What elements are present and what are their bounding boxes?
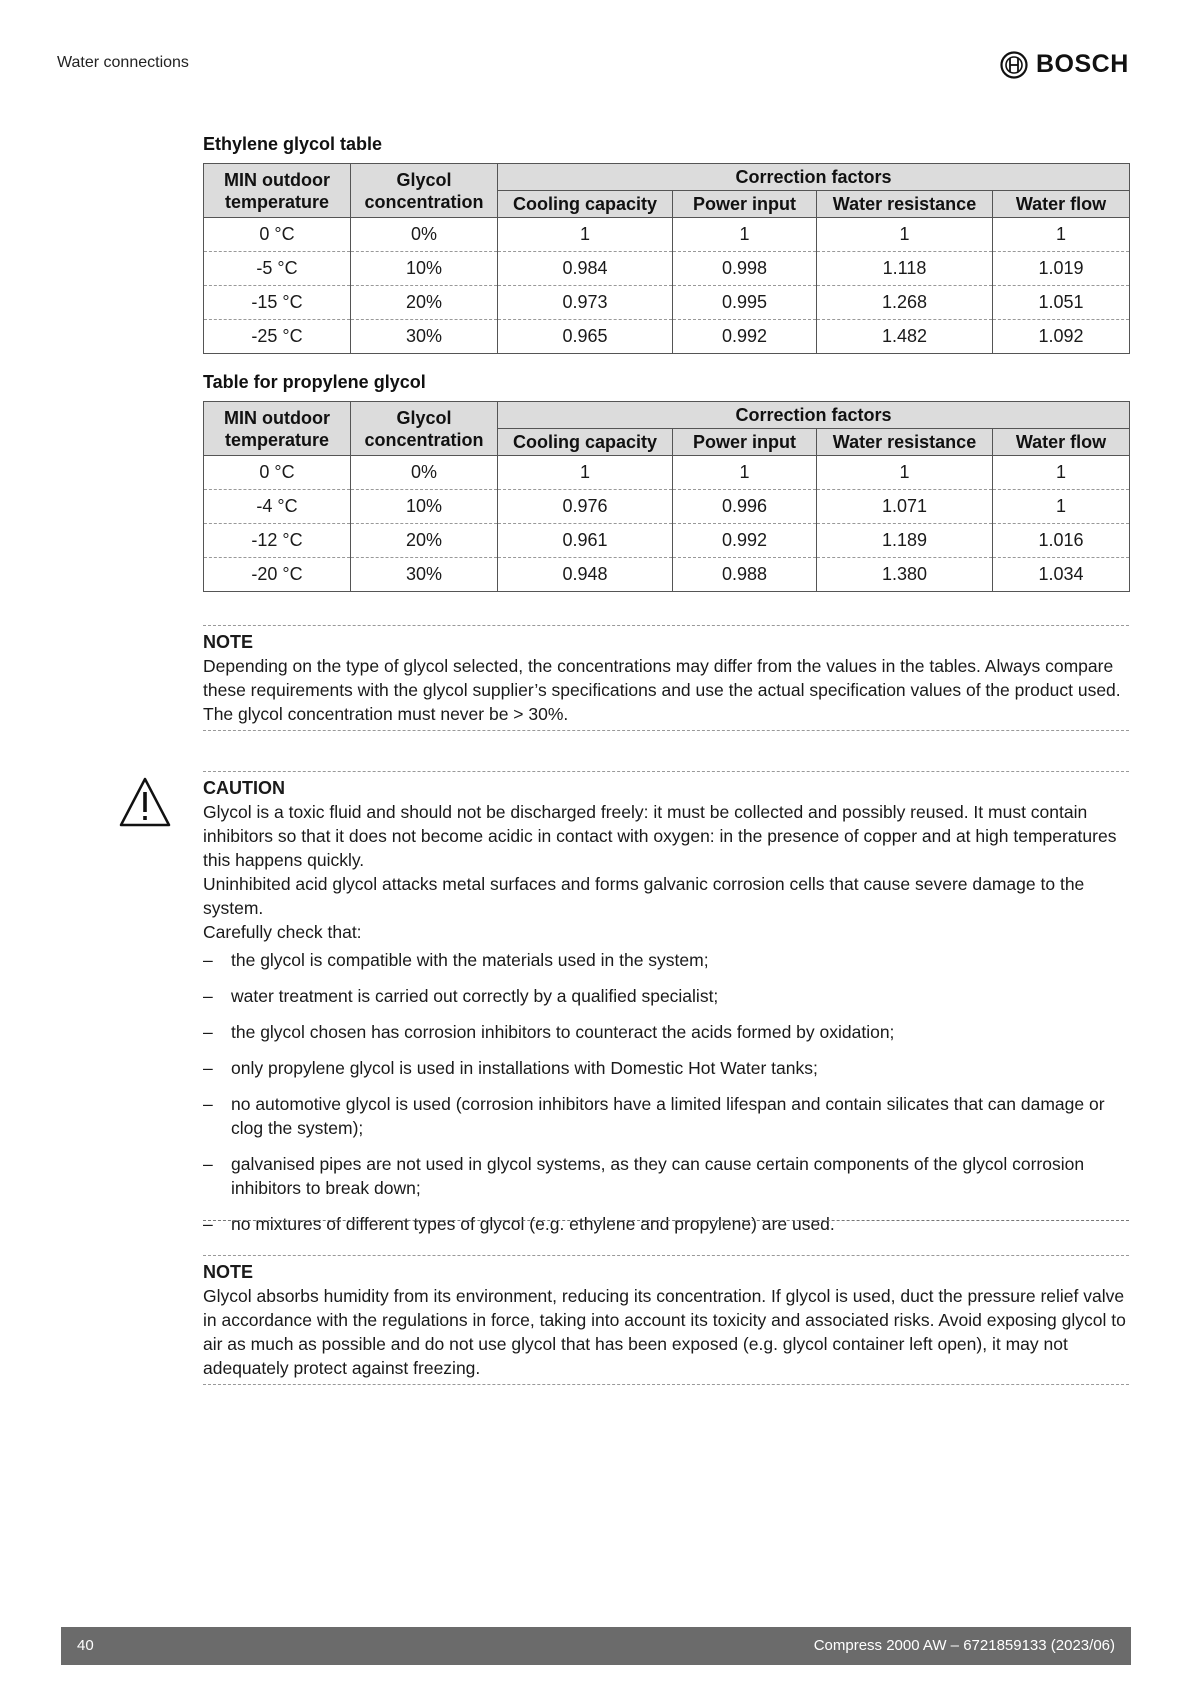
table-cell: 1 [993,490,1130,524]
ethylene-glycol-table [203,163,1130,354]
list-item: – only propylene glycol is used in installations with Domestic Hot Water tanks; [203,1056,1129,1080]
table-cell: 0% [351,218,498,252]
header-min-temp: MIN outdoor temperature [204,164,351,218]
table-row [204,524,1130,558]
caution-box [203,771,1129,1248]
header-glycol: Glycol concentration [351,164,498,218]
propylene-table-title: Table for propylene glycol [203,372,426,392]
table-row [204,252,1130,286]
list-item: – no automotive glycol is used (corrosion inhibitors have a limited lifespan and contain silicates that can damage or clog the system); [203,1092,1129,1140]
table-cell: 0.998 [673,252,817,286]
table-cell: 1 [993,456,1130,490]
table-cell: 0.988 [673,558,817,592]
caution-paragraph: Glycol is a toxic fluid and should not be discharged freely: it must be collected and possibly reused. It must contain inhibitors so that it does not become acidic in contact with oxygen: in the presence of copper and at high temperatures this happens quickly. [203,802,1117,870]
table-cell: 0.973 [498,286,673,320]
table-row [204,490,1130,524]
list-item: – galvanised pipes are not used in glycol systems, as they can cause certain components of the glycol corrosion inhibitors to break down; [203,1152,1129,1200]
table-cell: 0.976 [498,490,673,524]
table-cell: 1.051 [993,286,1130,320]
table-cell: 1 [817,218,993,252]
warning-triangle-icon [118,776,172,828]
list-item: – the glycol chosen has corrosion inhibitors to counteract the acids formed by oxidation; [203,1020,1129,1044]
brand-logo [1000,50,1129,79]
list-item: – no mixtures of different types of glycol (e.g. ethylene and propylene) are used. [203,1212,1129,1236]
table-cell: 20% [351,524,498,558]
section-title: Water connections [57,54,189,71]
table-cell: -25 °C [204,320,351,354]
table-cell: 0.996 [673,490,817,524]
page-footer [61,1627,1131,1665]
note-title: NOTE [203,1262,254,1282]
header-correction-factors: Correction factors [498,164,1130,191]
table-cell: 20% [351,286,498,320]
table-cell: 0 °C [204,456,351,490]
table-cell: 1 [498,218,673,252]
table-cell: 10% [351,490,498,524]
table-cell: 1.019 [993,252,1130,286]
table-cell: 1.118 [817,252,993,286]
table-cell: -20 °C [204,558,351,592]
caution-list [203,948,1129,1236]
table-cell: 0 °C [204,218,351,252]
caution-paragraph: Uninhibited acid glycol attacks metal surfaces and forms galvanic corrosion cells that cause severe damage to the system. [203,874,1085,918]
table-cell: 1.016 [993,524,1130,558]
table-row [204,320,1130,354]
caution-title: CAUTION [203,778,285,798]
list-item: – water treatment is carried out correctly by a qualified specialist; [203,984,1129,1008]
table-cell: 1.034 [993,558,1130,592]
table-row [204,286,1130,320]
header-cooling: Cooling capacity [498,429,673,456]
table-cell: 0.992 [673,524,817,558]
header-min-temp: MIN outdoor temperature [204,402,351,456]
table-cell: 10% [351,252,498,286]
table-cell: 1 [993,218,1130,252]
table-cell: 1 [817,456,993,490]
note-text: Depending on the type of glycol selected, the concentrations may differ from the values in the tables. Always compare these requirements with the glycol supplier’s specifications and use the actual specification values of the product used. The glycol concentration must never be > 30%. [203,656,1121,724]
table-cell: 1.268 [817,286,993,320]
list-item: – the glycol is compatible with the materials used in the system; [203,948,1129,972]
note-box [203,1255,1129,1385]
table-cell: 1.092 [993,320,1130,354]
header-power: Power input [673,429,817,456]
table-cell: 0.995 [673,286,817,320]
header-power: Power input [673,191,817,218]
header-glycol: Glycol concentration [351,402,498,456]
page-number: 40 [77,1637,94,1654]
caution-paragraph: Carefully check that: [203,922,362,942]
propylene-glycol-table [203,401,1130,592]
header-flow: Water flow [993,191,1130,218]
table-cell: 1.380 [817,558,993,592]
table-cell: 30% [351,558,498,592]
table-cell: 0.992 [673,320,817,354]
table-cell: 0.965 [498,320,673,354]
table-cell: -5 °C [204,252,351,286]
table-row [204,558,1130,592]
table-cell: 0% [351,456,498,490]
table-cell: -4 °C [204,490,351,524]
table-cell: 0.948 [498,558,673,592]
header-correction-factors: Correction factors [498,402,1130,429]
brand-name: BOSCH [1036,50,1129,78]
header-resistance: Water resistance [817,429,993,456]
document-reference: Compress 2000 AW – 6721859133 (2023/06) [813,1637,1115,1654]
table-cell: 1 [498,456,673,490]
table-cell: 1.189 [817,524,993,558]
table-cell: -15 °C [204,286,351,320]
table-cell: 0.984 [498,252,673,286]
header-cooling: Cooling capacity [498,191,673,218]
table-cell: 0.961 [498,524,673,558]
header-flow: Water flow [993,429,1130,456]
note-text: Glycol absorbs humidity from its environment, reducing its concentration. If glycol is used, duct the pressure relief valve in accordance with the regulations in force, taking into account its toxicity and associated risks. Avoid exposing glycol to air as much as possible and do not use glycol that has been exposed (e.g. glycol container left open), it may not adequately protect against freezing. [203,1286,1126,1378]
note-box [203,625,1129,731]
table-cell: 1.482 [817,320,993,354]
bosch-armature-icon [1000,51,1028,79]
table-row [204,456,1130,490]
table-cell: 30% [351,320,498,354]
table-cell: 1 [673,456,817,490]
table-cell: 1 [673,218,817,252]
table-cell: 1.071 [817,490,993,524]
table-cell: -12 °C [204,524,351,558]
divider [203,1220,1129,1221]
note-title: NOTE [203,632,254,652]
table-row [204,218,1130,252]
header-resistance: Water resistance [817,191,993,218]
ethylene-table-title: Ethylene glycol table [203,134,383,154]
